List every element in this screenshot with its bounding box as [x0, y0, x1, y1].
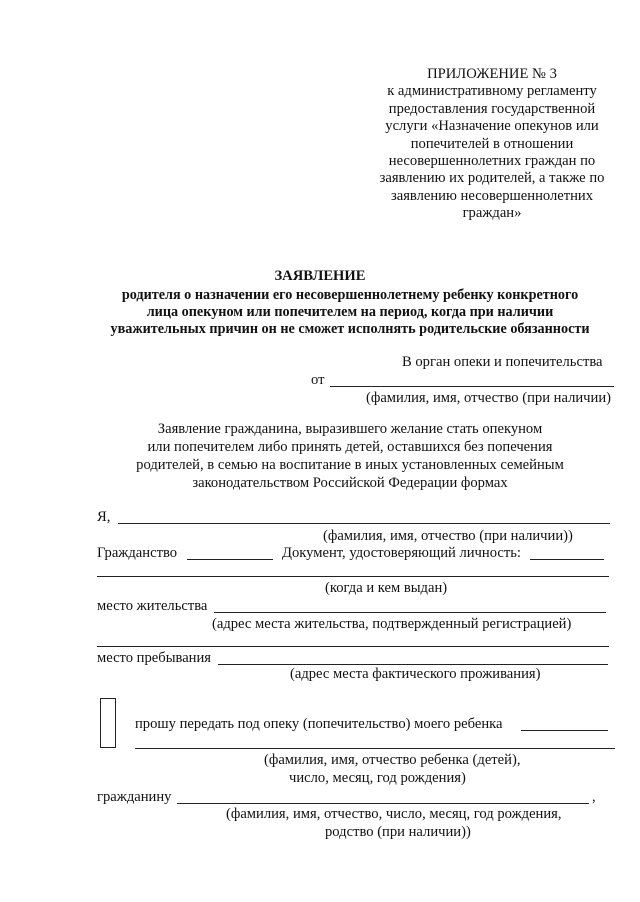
document-line[interactable] — [530, 559, 604, 560]
child-details-line[interactable] — [135, 748, 615, 749]
appendix-block — [368, 66, 616, 223]
appendix-line: услуги «Назначение опекунов или — [385, 118, 599, 135]
from-hint: (фамилия, имя, отчество (при наличии) — [366, 390, 612, 406]
appendix-number: ПРИЛОЖЕНИЕ № 3 — [427, 66, 557, 82]
document-subtitle-line: родителя о назначении его несовершеннолетнему ребенку конкретного — [121, 287, 579, 303]
addressee-to: В орган опеки и попечительства — [402, 354, 603, 370]
citizen-label: гражданину — [97, 789, 172, 805]
stay-line[interactable] — [218, 664, 608, 665]
child-hint: число, месяц, год рождения) — [289, 770, 466, 786]
document-subtitle-line: уважительных причин он не сможет исполнять родительские обязанности — [110, 321, 590, 337]
stay-label: место пребывания — [97, 650, 212, 666]
document-title: ЗАЯВЛЕНИЕ — [274, 268, 366, 284]
from-label: от — [311, 372, 325, 388]
appendix-line: предоставления государственной — [388, 100, 596, 117]
appendix-line: заявлению их родителей, а также по — [379, 170, 605, 187]
citizen-comma: , — [592, 789, 596, 805]
document-subtitle-line: лица опекуном или попечителем на период, когда при наличии — [146, 304, 554, 320]
appendix-line: граждан» — [462, 205, 522, 222]
child-hint: (фамилия, имя, отчество ребенка (детей), — [264, 752, 521, 768]
stay-hint: (адрес места фактического проживания) — [290, 666, 541, 682]
residence-extra-line[interactable] — [97, 646, 609, 647]
citizen-hint: родство (при наличии)) — [325, 824, 471, 840]
child-line[interactable] — [521, 730, 608, 731]
from-name-line[interactable] — [330, 386, 614, 387]
document-details-line[interactable] — [97, 576, 609, 577]
subheading-line: или попечителем либо принять детей, оставшихся без попечения — [147, 439, 553, 455]
citizenship-label: Гражданство — [97, 545, 178, 561]
citizen-line[interactable] — [177, 803, 589, 804]
appendix-line: заявлению несовершеннолетних — [390, 187, 594, 204]
i-label: Я, — [97, 509, 111, 525]
subheading-line: родителей, в семью на воспитание в иных установленных семейным — [136, 457, 564, 473]
residence-line[interactable] — [214, 612, 606, 613]
appendix-line: несовершеннолетних граждан по — [388, 153, 596, 170]
request-checkbox[interactable] — [100, 698, 116, 748]
applicant-name-hint: (фамилия, имя, отчество (при наличии)) — [323, 528, 573, 544]
residence-label: место жительства — [97, 598, 208, 614]
request-text: прошу передать под опеку (попечительство) моего ребенка — [135, 716, 503, 732]
citizen-hint: (фамилия, имя, отчество, число, месяц, год рождения, — [226, 806, 562, 822]
subheading-line: Заявление гражданина, выразившего желание стать опекуном — [157, 421, 543, 437]
document-label: Документ, удостоверяющий личность: — [282, 545, 521, 561]
citizenship-line[interactable] — [187, 559, 273, 560]
appendix-line: попечителей в отношении — [410, 135, 574, 152]
appendix-line: к административному регламенту — [387, 83, 597, 100]
applicant-name-line[interactable] — [118, 523, 610, 524]
subheading-line: законодательством Российской Федерации формах — [192, 475, 508, 491]
document-hint: (когда и кем выдан) — [325, 580, 448, 596]
residence-hint: (адрес места жительства, подтвержденный регистрацией) — [212, 616, 572, 632]
